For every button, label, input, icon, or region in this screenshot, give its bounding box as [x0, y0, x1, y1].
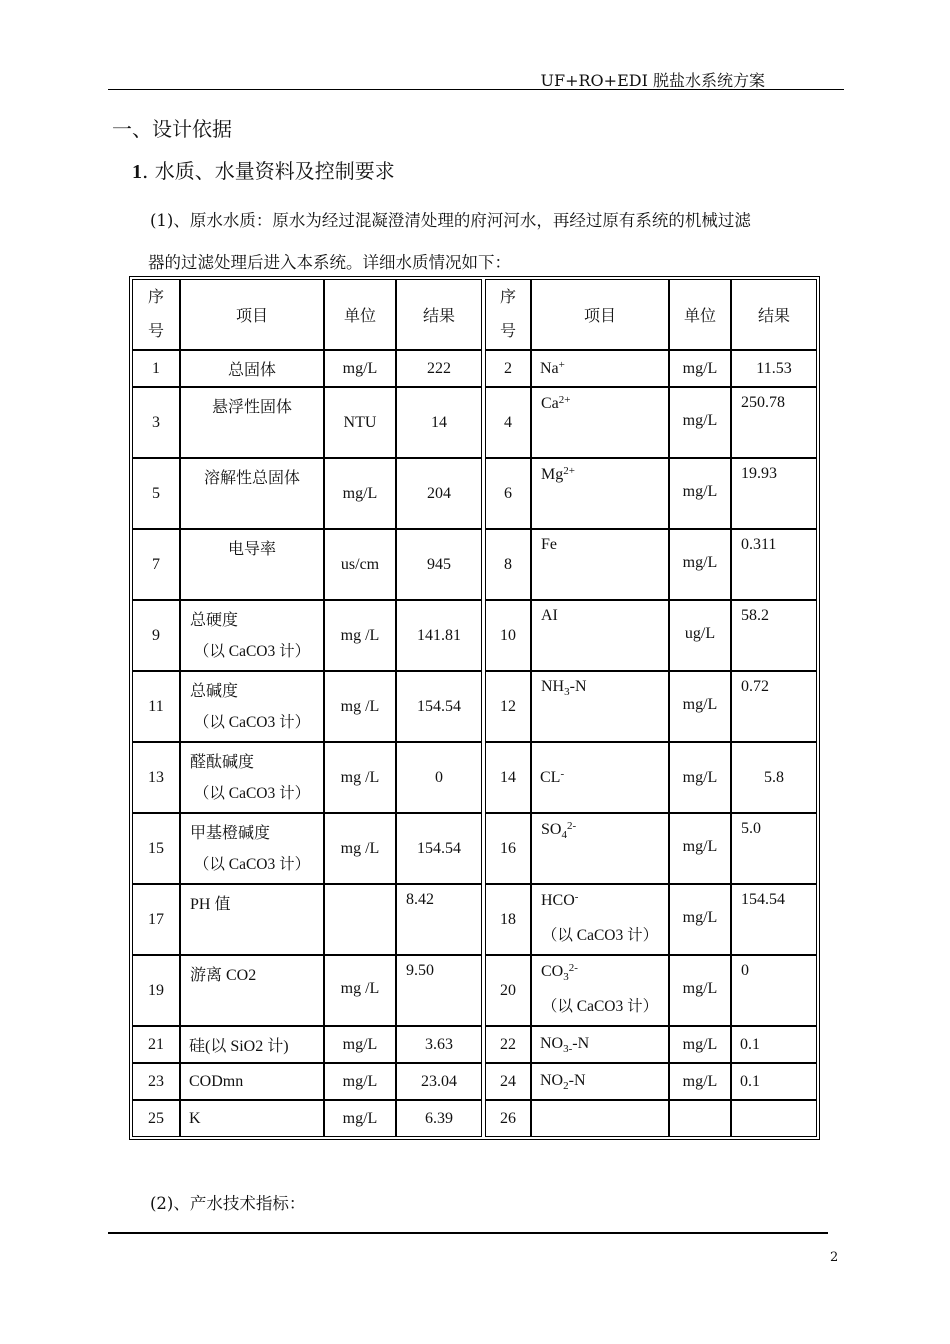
cell-result: 154.54 [396, 813, 482, 884]
cell-item-right [531, 884, 669, 955]
cell-unit-right [669, 884, 731, 955]
cell-unit-right [669, 600, 731, 671]
cell-unit: mg/L [324, 1026, 396, 1063]
table-row [132, 813, 817, 884]
cell-item-right [531, 955, 669, 1026]
cell-result-right [731, 1100, 817, 1137]
unit-value: mg/L [682, 909, 718, 926]
cell-unit-right: mg/L [669, 1063, 731, 1100]
result-value: 58.2 [741, 607, 769, 624]
cell-unit: mg /L [324, 600, 396, 671]
cell-unit-right [669, 671, 731, 742]
formula-base: Ca [541, 395, 559, 412]
paragraph-line-2: 器的过滤处理后进入本系统。详细水质情况如下： [148, 253, 511, 272]
cell-no: 19 [132, 955, 180, 1026]
formula-base: CL [540, 769, 561, 786]
cell-no: 15 [132, 813, 180, 884]
cell-no: 5 [132, 458, 180, 529]
item-formula [541, 465, 575, 484]
cell-item [180, 600, 324, 671]
cell-no-right: 16 [485, 813, 531, 884]
formula-subscript: 3 [564, 686, 570, 698]
cell-result: 141.81 [396, 600, 482, 671]
header-unit: 单位 [324, 279, 396, 350]
cell-no-right: 8 [485, 529, 531, 600]
table-row [132, 671, 817, 742]
cell-unit: mg/L [324, 1063, 396, 1100]
cell-item-right [531, 671, 669, 742]
formula-base: AI [541, 607, 558, 624]
cell-result-right: 0.1 [731, 1063, 817, 1100]
table-row [132, 1063, 817, 1100]
unit-value: mg /L [340, 980, 380, 997]
cell-item: K [180, 1100, 324, 1137]
unit-value: mg/L [682, 980, 718, 997]
table-row [132, 600, 817, 671]
header-no-right: 序 号 [485, 279, 531, 350]
cell-result: 222 [396, 350, 482, 387]
cell-no-right: 4 [485, 387, 531, 458]
cell-unit: mg/L [324, 458, 396, 529]
cell-unit: mg/L [324, 1100, 396, 1137]
formula-superscript: 2- [568, 962, 578, 974]
cell-result: 23.04 [396, 1063, 482, 1100]
cell-no-right: 10 [485, 600, 531, 671]
cell-no-right: 26 [485, 1100, 531, 1137]
cell-no: 11 [132, 671, 180, 742]
item-formula [541, 891, 578, 910]
formula-base: NO [540, 1034, 564, 1052]
table-row [132, 1026, 817, 1063]
water-quality-table [132, 279, 817, 1137]
header-result: 结果 [396, 279, 482, 350]
unit-value: mg/L [682, 838, 718, 855]
cell-no: 9 [132, 600, 180, 671]
cell-result-right [731, 600, 817, 671]
cell-result: 6.39 [396, 1100, 482, 1137]
result-value: 0.72 [741, 678, 769, 695]
cell-item-right [531, 458, 669, 529]
item-label: PH 值 [190, 896, 231, 913]
unit-value: ug/L [684, 625, 716, 642]
cell-result [396, 955, 482, 1026]
cell-item: CODmn [180, 1063, 324, 1100]
table-row [132, 529, 817, 600]
cell-no: 13 [132, 742, 180, 813]
cell-unit: mg /L [324, 742, 396, 813]
cell-no: 3 [132, 387, 180, 458]
formula-subscript: 3 [563, 971, 569, 983]
header-item: 项目 [180, 279, 324, 350]
header-result-right: 结果 [731, 279, 817, 350]
header-divider [108, 89, 844, 90]
cell-unit: mg /L [324, 671, 396, 742]
header-item-right: 项目 [531, 279, 669, 350]
cell-result: 3.63 [396, 1026, 482, 1063]
cell-no-right: 20 [485, 955, 531, 1026]
item-label: 游离 CO2 [190, 967, 257, 984]
header-no: 序 号 [132, 279, 180, 350]
cell-no-right: 22 [485, 1026, 531, 1063]
cell-item [180, 458, 324, 529]
formula-subscript: 4 [561, 829, 567, 841]
cell-result-right [731, 671, 817, 742]
result-value: 5.0 [741, 820, 761, 837]
cell-item-right [531, 813, 669, 884]
item-label: 总硬度 [190, 612, 239, 629]
page-number: 2 [830, 1250, 839, 1265]
formula-suffix: -N [569, 678, 587, 695]
cell-result: 945 [396, 529, 482, 600]
table-row [132, 884, 817, 955]
item-formula [541, 678, 587, 698]
result-value: 9.50 [406, 962, 434, 979]
item-label: 醛酞碱度 [190, 754, 255, 771]
cell-item: 硅(以 SiO2 计) [180, 1026, 324, 1063]
item-basis: （以 CaCO3 计） [541, 927, 659, 944]
cell-result-right [731, 884, 817, 955]
formula-suffix: -N [572, 1034, 590, 1052]
section-heading: 一、设计依据 [112, 117, 232, 141]
result-value: 250.78 [741, 394, 785, 411]
cell-unit: us/cm [324, 529, 396, 600]
document-header-title: UF+RO+EDI 脱盐水系统方案 [540, 71, 765, 90]
cell-result-right [731, 387, 817, 458]
formula-base: CO [541, 963, 564, 980]
subsection-title: . 水质、水量资料及控制要求 [142, 159, 395, 183]
paragraph-line-1: (1)、原水水质：原水为经过混凝澄清处理的府河河水，再经过原有系统的机械过滤 [150, 211, 751, 230]
cell-item [180, 884, 324, 955]
unit-value: mg/L [682, 696, 718, 713]
cell-item-right [531, 600, 669, 671]
cell-unit-right: mg/L [669, 1026, 731, 1063]
cell-result-right: 0.1 [731, 1026, 817, 1063]
result-value: 0.311 [741, 536, 777, 553]
formula-superscript: 2- [566, 820, 577, 832]
cell-no: 7 [132, 529, 180, 600]
cell-result-right [731, 955, 817, 1026]
formula-superscript: 2+ [563, 465, 575, 477]
cell-item [180, 955, 324, 1026]
cell-unit-right: mg/L [669, 350, 731, 387]
cell-unit-right [669, 387, 731, 458]
formula-base: SO [541, 821, 562, 838]
formula-superscript: 2+ [558, 394, 571, 406]
cell-result: 154.54 [396, 671, 482, 742]
cell-no: 17 [132, 884, 180, 955]
result-value: 19.93 [741, 465, 777, 482]
cell-unit [324, 955, 396, 1026]
cell-result: 204 [396, 458, 482, 529]
formula-base: HCO [541, 892, 575, 909]
subsection-number: 1 [132, 161, 142, 183]
raw-water-paragraph [150, 200, 846, 284]
item-formula [541, 820, 576, 841]
formula-base: NH [541, 678, 565, 695]
table-row [132, 458, 817, 529]
item-label: 总碱度 [190, 683, 239, 700]
cell-no-right: 12 [485, 671, 531, 742]
formula-superscript: - [560, 768, 565, 780]
cell-no: 25 [132, 1100, 180, 1137]
item-basis: （以 CaCO3 计） [193, 643, 311, 660]
cell-item: 总固体 [180, 350, 324, 387]
cell-item-right [531, 350, 669, 387]
cell-no: 23 [132, 1063, 180, 1100]
cell-no: 1 [132, 350, 180, 387]
cell-result-right: 11.53 [731, 350, 817, 387]
cell-unit-right [669, 1100, 731, 1137]
cell-no-right: 2 [485, 350, 531, 387]
cell-item-right [531, 1063, 669, 1100]
cell-item [180, 387, 324, 458]
item-label: 甲基橙碱度 [190, 825, 271, 842]
item-basis: （以 CaCO3 计） [193, 856, 311, 873]
cell-result: 14 [396, 387, 482, 458]
cell-unit-right [669, 458, 731, 529]
cell-item-right [531, 1026, 669, 1063]
cell-result: 0 [396, 742, 482, 813]
cell-unit: mg/L [324, 350, 396, 387]
cell-result-right [731, 813, 817, 884]
result-value: 0 [741, 962, 749, 979]
item-basis: （以 CaCO3 计） [193, 785, 311, 802]
cell-no: 21 [132, 1026, 180, 1063]
cell-item [180, 529, 324, 600]
item-basis: （以 CaCO3 计） [193, 714, 311, 731]
table-row [132, 1100, 817, 1137]
subsection-heading [132, 155, 395, 184]
unit-value: mg/L [682, 554, 718, 571]
formula-base: NO [540, 1071, 564, 1089]
cell-item [180, 742, 324, 813]
footer-divider [108, 1232, 828, 1234]
cell-item-right [531, 1100, 669, 1137]
cell-no-right: 6 [485, 458, 531, 529]
cell-unit: NTU [324, 387, 396, 458]
product-water-spec-heading: (2)、产水技术指标： [150, 1194, 306, 1213]
formula-base: Mg [541, 466, 564, 483]
result-value: 154.54 [741, 891, 785, 908]
item-basis: （以 CaCO3 计） [541, 998, 659, 1015]
cell-unit-right: mg/L [669, 742, 731, 813]
cell-item [180, 671, 324, 742]
water-quality-table-frame [129, 276, 820, 1140]
header-unit-right: 单位 [669, 279, 731, 350]
cell-no-right: 14 [485, 742, 531, 813]
item-formula [541, 962, 578, 983]
item-label: 悬浮性固体 [211, 399, 292, 416]
cell-no-right: 24 [485, 1063, 531, 1100]
item-formula [541, 536, 557, 554]
cell-item-right [531, 529, 669, 600]
cell-no-right: 18 [485, 884, 531, 955]
table-row [132, 350, 817, 387]
item-label: 溶解性总固体 [203, 470, 300, 487]
cell-item [180, 813, 324, 884]
unit-value: mg/L [682, 412, 718, 429]
item-formula [541, 394, 571, 413]
cell-result-right [731, 458, 817, 529]
cell-unit [324, 884, 396, 955]
formula-suffix: -N [568, 1071, 586, 1089]
table-header-row [132, 279, 817, 350]
formula-subscript: 3- [563, 1042, 573, 1055]
cell-unit-right [669, 813, 731, 884]
cell-unit-right [669, 955, 731, 1026]
cell-result-right: 5.8 [731, 742, 817, 813]
table-row [132, 387, 817, 458]
formula-superscript: - [574, 891, 579, 903]
formula-superscript: + [558, 359, 565, 371]
table-row [132, 955, 817, 1026]
cell-result-right [731, 529, 817, 600]
cell-item-right [531, 742, 669, 813]
cell-unit-right [669, 529, 731, 600]
cell-result [396, 884, 482, 955]
formula-base: Na [540, 360, 559, 377]
item-formula [541, 607, 558, 625]
unit-value: mg/L [682, 483, 718, 500]
formula-subscript: 2 [563, 1079, 569, 1092]
table-row [132, 742, 817, 813]
formula-base: Fe [541, 536, 557, 553]
cell-unit: mg /L [324, 813, 396, 884]
result-value: 8.42 [406, 891, 434, 908]
cell-item-right [531, 387, 669, 458]
item-label: 电导率 [227, 541, 276, 558]
